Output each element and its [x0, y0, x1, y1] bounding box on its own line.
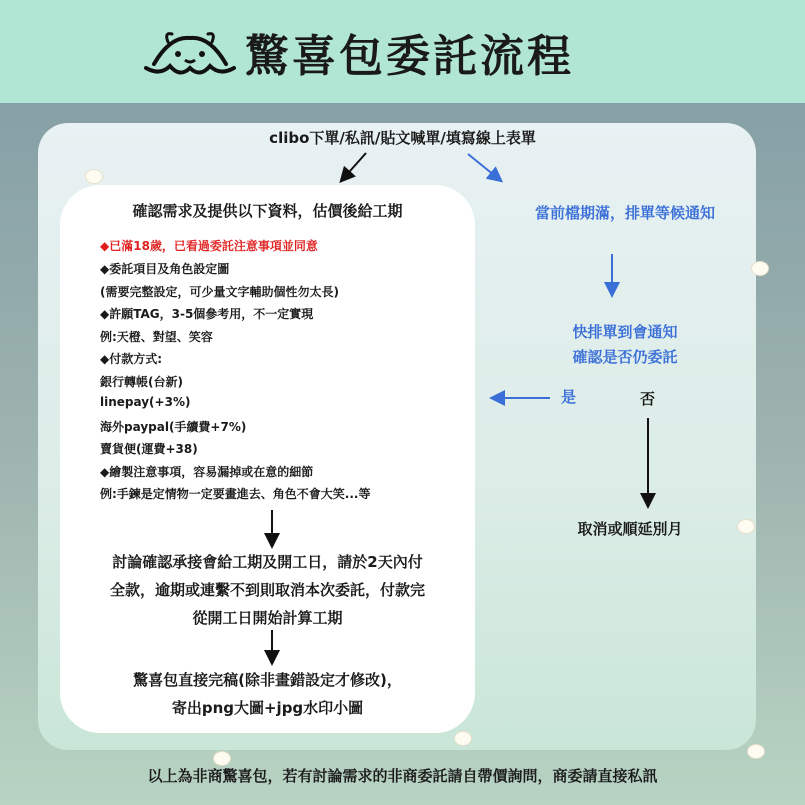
requirement-item: 海外paypal(手續費+7%): [100, 420, 247, 434]
requirement-item: (需要完整設定，可少量文字輔助個性勿太長): [100, 285, 339, 299]
requirement-item: ◆付款方式:: [100, 352, 163, 366]
requirement-item: ◆已滿18歲，已看過委託注意事項並同意: [100, 239, 318, 253]
requirement-item: ◆委託項目及角色設定圖: [100, 262, 230, 276]
requirement-item: 例:手鍊是定情物一定要畫進去、角色不會大笑...等: [100, 487, 371, 501]
requirements-title: 確認需求及提供以下資料，估價後給工期: [132, 202, 403, 220]
requirement-item: 銀行轉帳(台新): [100, 375, 183, 389]
requirement-item: 賣貨便(運費+38): [100, 442, 198, 456]
order-channels-text: clibo下單/私訊/貼文喊單/填寫線上表單: [269, 129, 536, 147]
notify-text-line: 確認是否仍委託: [572, 348, 678, 366]
cancel-text: 取消或順延別月: [577, 520, 683, 538]
requirement-item: linepay(+3%): [100, 395, 191, 409]
footer-note: 以上為非商驚喜包，若有討論需求的非商委託請自帶價詢問，商委請直接私訊: [147, 767, 658, 785]
payment-step-line: 全款，逾期或連繫不到則取消本次委託，付款完: [109, 581, 425, 599]
delivery-step-line: 驚喜包直接完稿(除非畫錯設定才修改)，: [133, 671, 402, 689]
delivery-step-line: 寄出png大圖+jpg水印小圖: [171, 699, 364, 717]
requirement-item: 例:天橙、對望、笑容: [100, 330, 213, 344]
page-title: 驚喜包委託流程: [245, 31, 574, 82]
payment-step-line: 從開工日開始計算工期: [192, 609, 343, 627]
requirement-item: ◆許願TAG，3-5個參考用，不一定實現: [100, 307, 314, 321]
arrow-to-requirements: [342, 153, 366, 180]
notify-text-line: 快排單到會通知: [572, 323, 678, 341]
no-label: 否: [640, 390, 656, 408]
payment-step-line: 討論確認承接會給工期及開工日，請於2天內付: [112, 553, 423, 571]
requirement-item: ◆繪製注意事項，容易漏掉或在意的細節: [100, 465, 314, 479]
yes-label: 是: [561, 388, 577, 406]
schedule-full-text: 當前檔期滿，排單等候通知: [534, 204, 715, 222]
arrow-to-schedule-full: [468, 154, 500, 180]
